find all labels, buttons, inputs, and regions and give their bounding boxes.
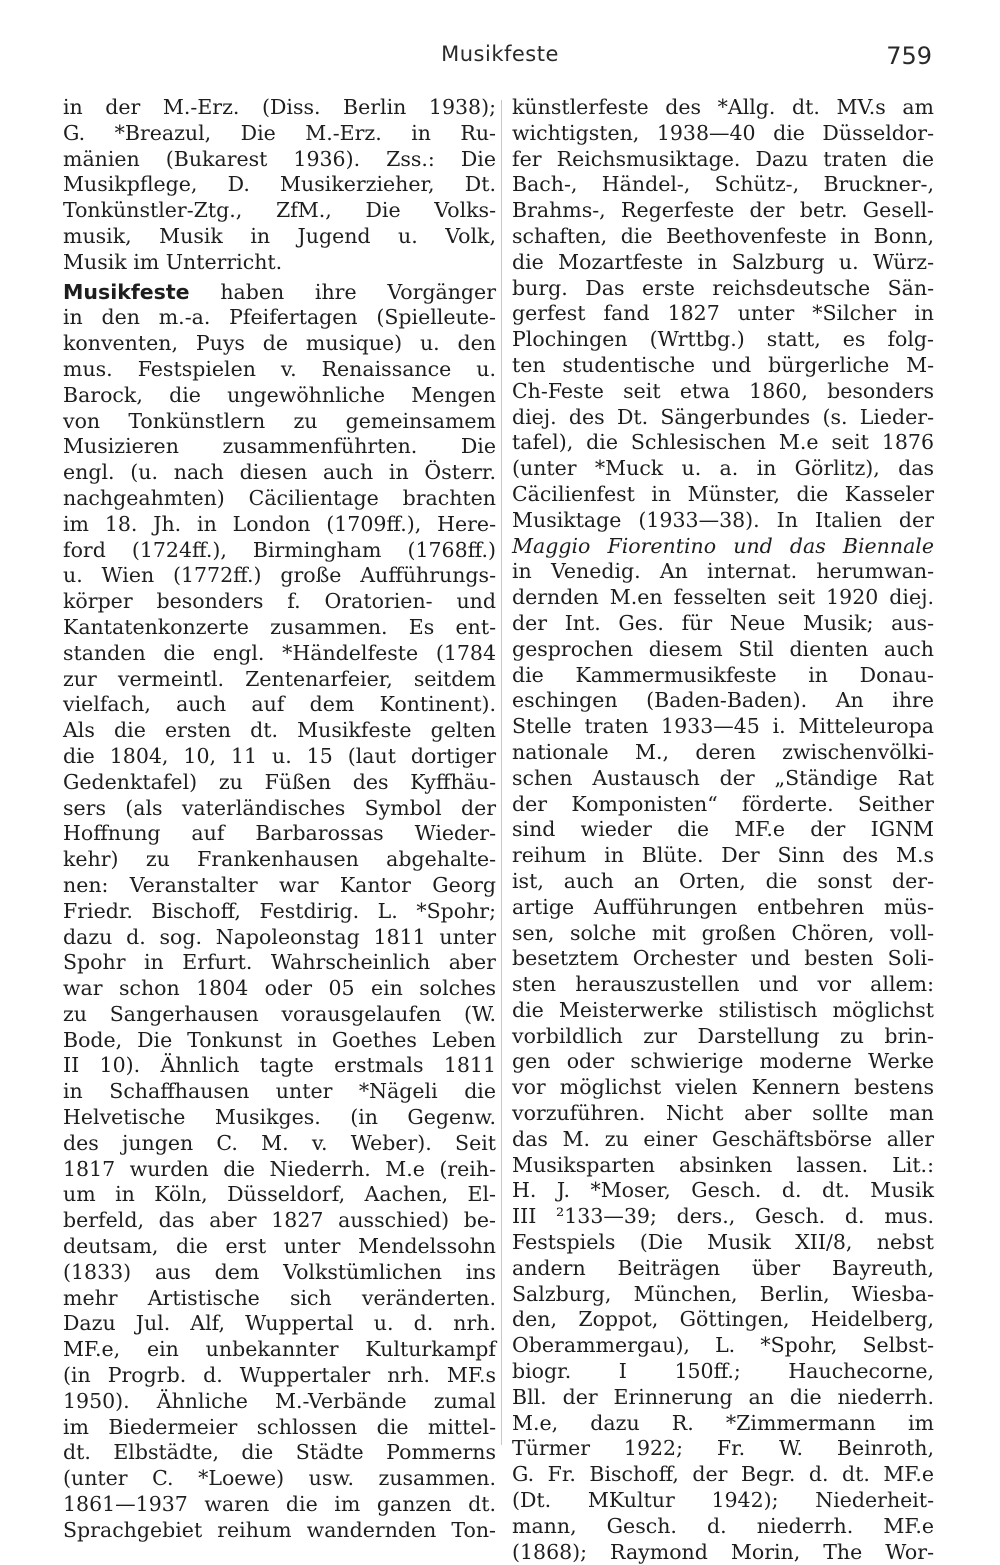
entry-first-line xyxy=(63,280,496,306)
text-line: vor möglichst vielen Kennern bestens xyxy=(512,1075,934,1100)
text-line: sen, solche mit großen Chören, voll- xyxy=(512,920,934,945)
text-line: H. J. *Moser, Gesch. d. dt. Musik xyxy=(512,1178,934,1203)
text-line: mehr Artistische sich veränderten. xyxy=(63,1285,496,1310)
text-line: von Tonkünstlern zu gemeinsamem xyxy=(63,408,496,433)
text-line: zu Sangerhausen vorausgelaufen (W. xyxy=(63,1001,496,1026)
text-line: zur vermeintl. Zentenarfeier, seitdem xyxy=(63,666,496,691)
text-line: musik, Musik in Jugend u. Volk, xyxy=(63,223,496,248)
text-line: dt. Elbstädte, die Städte Pommerns xyxy=(63,1440,496,1465)
text-line: M.e, dazu R. *Zimmermann im xyxy=(512,1410,934,1435)
text-line: Als die ersten dt. Musikfeste gelten xyxy=(63,718,496,743)
text-line: das M. zu einer Geschäftsbörse aller xyxy=(512,1126,934,1151)
text-line: 1950). Ähnliche M.-Verbände zumal xyxy=(63,1388,496,1413)
text-line: sind wieder die MF.e der IGNM xyxy=(512,817,934,842)
text-line: Stelle traten 1933—45 i. Mitteleuropa xyxy=(512,714,934,739)
text-line: die Meisterwerke stilistisch möglichst xyxy=(512,997,934,1022)
text-line: artige Aufführungen entbehren müs- xyxy=(512,894,934,919)
text-line: nachgeahmten) Cäcilientage brachten xyxy=(63,485,496,510)
text-line: Spohr in Erfurt. Wahrscheinlich aber xyxy=(63,950,496,975)
text-line: sten herauszustellen und vor allem: xyxy=(512,972,934,997)
text-line: u. Wien (1772ff.) große Aufführungs- xyxy=(63,563,496,588)
text-line: MF.e, ein unbekannter Kulturkampf xyxy=(63,1337,496,1362)
text-line: der Komponisten“ förderte. Seither xyxy=(512,791,934,816)
text-line: Musizieren zusammenführten. Die xyxy=(63,434,496,459)
text-line: besetztem Orchester und besten Soli- xyxy=(512,946,934,971)
text-line: künstlerfeste des *Allg. dt. MV.s am xyxy=(512,95,934,119)
text-line: biogr. I 150ff.; Hauchecorne, xyxy=(512,1359,934,1384)
text-line: die Mozartfeste in Salzburg u. Würz- xyxy=(512,249,934,274)
text-line: nen: Veranstalter war Kantor Georg xyxy=(63,872,496,897)
text-line: Salzburg, München, Berlin, Wiesba- xyxy=(512,1281,934,1306)
text-line: standen die engl. *Händelfeste (1784 xyxy=(63,640,496,665)
text-line: Festspiels (Die Musik XII/8, nebst xyxy=(512,1230,934,1255)
text-line: mann, Gesch. d. niederrh. MF.e xyxy=(512,1513,934,1538)
text-line: Musiksparten absinken lassen. Lit.: xyxy=(512,1152,934,1177)
text-line: Ch-Feste seit etwa 1860, besonders xyxy=(512,378,934,403)
text-line: 1861—1937 waren die im ganzen dt. xyxy=(63,1492,496,1517)
text-line: eschingen (Baden-Baden). An ihre xyxy=(512,688,934,713)
text-line: (1868); Raymond Morin, The Wor- xyxy=(512,1539,934,1564)
text-line: vorzuführen. Nicht aber sollte man xyxy=(512,1101,934,1126)
left-column xyxy=(63,95,496,1544)
text-line: Musikpflege, D. Musikerzieher, Dt. xyxy=(63,172,496,197)
text-line: des jungen C. M. v. Weber). Seit xyxy=(63,1130,496,1155)
text-line: reihum in Blüte. Der Sinn des M.s xyxy=(512,843,934,868)
text-line: Tonkünstler-Ztg., ZfM., Die Volks- xyxy=(63,198,496,223)
text-line: II 10). Ähnlich tagte erstmals 1811 xyxy=(63,1053,496,1078)
text-line: der Int. Ges. für Neue Musik; aus- xyxy=(512,610,934,635)
text-line: wichtigsten, 1938—40 die Düsseldor- xyxy=(512,120,934,145)
text-line: Türmer 1922; Fr. W. Beinroth, xyxy=(512,1436,934,1461)
text-line: Cäcilienfest in Münster, die Kasseler xyxy=(512,481,934,506)
text-line: Dazu Jul. Alf, Wuppertal u. d. nrh. xyxy=(63,1311,496,1336)
text-line: ist, auch an Orten, die sonst der- xyxy=(512,868,934,893)
page-number: 759 xyxy=(886,42,932,70)
text-line: Kantatenkonzerte zusammen. Es ent- xyxy=(63,614,496,639)
text-line: in Schaffhausen unter *Nägeli die xyxy=(63,1079,496,1104)
text-line: (unter *Muck u. a. in Görlitz), das xyxy=(512,456,934,481)
text-line: mus. Festspielen v. Renaissance u. xyxy=(63,356,496,381)
text-line: deutsam, die erst unter Mendelssohn xyxy=(63,1234,496,1259)
text-line: nationale M., deren zwischenvölki- xyxy=(512,739,934,764)
text-line: Helvetische Musikges. (in Gegenw. xyxy=(63,1105,496,1130)
text-line: Maggio Fiorentino und das Biennale xyxy=(512,533,934,558)
text-line: in Venedig. An internat. herumwan- xyxy=(512,559,934,584)
text-line: mänien (Bukarest 1936). Zss.: Die xyxy=(63,146,496,171)
text-line: Bode, Die Tonkunst in Goethes Leben xyxy=(63,1027,496,1052)
headword: Musikfeste xyxy=(63,279,190,304)
text-line: Musik im Unterricht. xyxy=(63,249,283,274)
text-line: fer Reichsmusiktage. Dazu traten die xyxy=(512,146,934,171)
text-line: vorbildlich zur Darstellung zu brin- xyxy=(512,1023,934,1048)
right-column xyxy=(512,95,934,1565)
text-line: diej. des Dt. Sängerbundes (s. Lieder- xyxy=(512,404,934,429)
text-line: im 18. Jh. in London (1709ff.), Here- xyxy=(63,511,496,536)
text-line: ford (1724ff.), Birmingham (1768ff.) xyxy=(63,537,496,562)
text-line: sers (als vaterländisches Symbol der xyxy=(63,795,496,820)
text-line: burg. Das erste reichsdeutsche Sän- xyxy=(512,275,934,300)
text-line: Gedenktafel) zu Füßen des Kyffhäu- xyxy=(63,769,496,794)
text-line: tafel), die Schlesischen M.e seit 1876 xyxy=(512,430,934,455)
text-line: andern Beiträgen über Bayreuth, xyxy=(512,1255,934,1280)
text-line: körper besonders f. Oratorien- und xyxy=(63,589,496,614)
text-line: Plochingen (Wrttbg.) statt, es folg- xyxy=(512,327,934,352)
text-line: (1833) aus dem Volkstümlichen ins xyxy=(63,1259,496,1284)
text-line: III ²133—39; ders., Gesch. d. mus. xyxy=(512,1204,934,1229)
text-line: Brahms-, Regerfeste der betr. Gesell- xyxy=(512,198,934,223)
text-line: kehr) zu Frankenhausen abgehalte- xyxy=(63,847,496,872)
text-line: den, Zoppot, Göttingen, Heidelberg, xyxy=(512,1307,934,1332)
text-line: schaften, die Beethovenfeste in Bonn, xyxy=(512,223,934,248)
text-line: (Dt. MKultur 1942); Niederheit- xyxy=(512,1488,934,1513)
text-line: Bll. der Erinnerung an die niederrh. xyxy=(512,1384,934,1409)
text-line: Barock, die ungewöhnliche Mengen xyxy=(63,382,496,407)
text-line: Sprachgebiet reihum wandernden Ton- xyxy=(63,1517,496,1542)
text-line: die 1804, 10, 11 u. 15 (laut dortiger xyxy=(63,743,496,768)
text-line: Oberammergau), L. *Spohr, Selbst- xyxy=(512,1333,934,1358)
text-line: konventen, Puys de musique) u. den xyxy=(63,331,496,356)
text-line: dazu d. sog. Napoleonstag 1811 unter xyxy=(63,924,496,949)
text-line: vielfach, auch auf dem Kontinent). xyxy=(63,692,496,717)
text-line: engl. (u. nach diesen auch in Österr. xyxy=(63,460,496,485)
text-line: dernden M.en fesselten seit 1920 diej. xyxy=(512,585,934,610)
text-line: Friedr. Bischoff, Festdirig. L. *Spohr; xyxy=(63,898,496,923)
text-line: gesprochen diesem Stil dienten auch xyxy=(512,636,934,661)
text-line: (in Progrb. d. Wuppertaler nrh. MF.s xyxy=(63,1363,496,1388)
text-line: gen oder schwierige moderne Werke xyxy=(512,1049,934,1074)
text-line: war schon 1804 oder 05 ein solches xyxy=(63,976,496,1001)
text-line: haben ihre Vorgänger xyxy=(189,279,496,304)
text-line: in der M.-Erz. (Diss. Berlin 1938); xyxy=(63,95,496,119)
text-line: Musiktage (1933—38). In Italien der xyxy=(512,507,934,532)
text-line: im Biedermeier schlossen die mittel- xyxy=(63,1414,496,1439)
running-header: Musikfeste xyxy=(441,42,559,66)
text-line: in den m.-a. Pfeifertagen (Spielleute- xyxy=(63,305,496,330)
text-line: Hoffnung auf Barbarossas Wieder- xyxy=(63,821,496,846)
text-line: (unter C. *Loewe) usw. zusammen. xyxy=(63,1466,496,1491)
text-line: ten studentische und bürgerliche M- xyxy=(512,352,934,377)
text-line: schen Austausch der „Ständige Rat xyxy=(512,765,934,790)
text-line: 1817 wurden die Niederrh. M.e (reih- xyxy=(63,1156,496,1181)
column-divider xyxy=(501,100,502,1445)
text-line: G. *Breazul, Die M.-Erz. in Ru- xyxy=(63,120,496,145)
text-line: G. Fr. Bischoff, der Begr. d. dt. MF.e xyxy=(512,1462,934,1487)
text-line: gerfest fand 1827 unter *Silcher in xyxy=(512,301,934,326)
text-line: berfeld, das aber 1827 ausschied) be- xyxy=(63,1208,496,1233)
text-line: die Kammermusikfeste in Donau- xyxy=(512,662,934,687)
text-line: Bach-, Händel-, Schütz-, Bruckner-, xyxy=(512,172,934,197)
text-line: um in Köln, Düsseldorf, Aachen, El- xyxy=(63,1182,496,1207)
